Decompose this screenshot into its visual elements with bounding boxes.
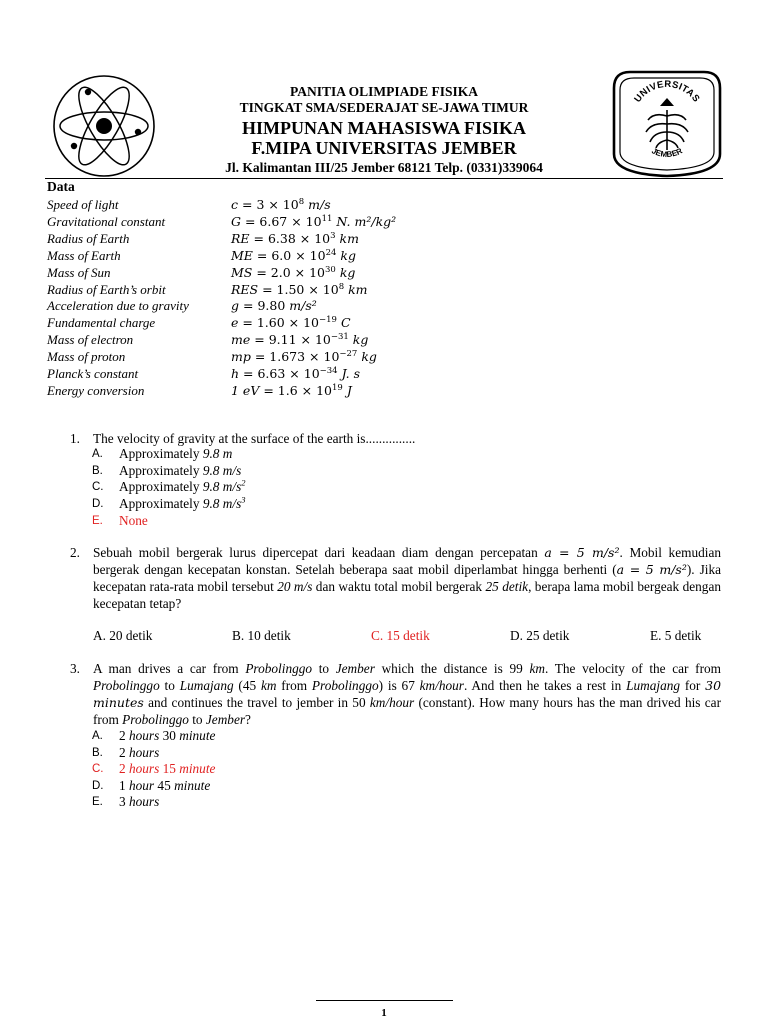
equals-sign: =: [239, 366, 258, 381]
q3-text-part: which the distance is 99: [374, 661, 530, 676]
q2-deceleration: a = 5 m/s²: [616, 562, 687, 577]
q3-place: Probolinggo: [122, 712, 189, 727]
equals-sign: =: [258, 281, 277, 297]
constant-row: [47, 247, 587, 264]
q3-text-part: . The velocity of the car from: [544, 661, 722, 676]
option-unit: hours: [128, 794, 160, 809]
option-text: [119, 761, 215, 778]
constant-row: [47, 230, 587, 247]
constant-row: [47, 314, 587, 331]
header-address: Jl. Kalimantan III/25 Jember 68121 Telp. (0331)339064: [225, 160, 543, 175]
option-number: 2: [119, 744, 129, 760]
q3-unit: km/hour: [419, 678, 464, 693]
option-number: 30: [159, 728, 180, 743]
option-prefix: Approximately: [119, 462, 203, 478]
q2-text-part: , berapa lama mobil bergeak dengan kecepatan tetap?: [93, 579, 721, 611]
constant-symbol: e: [231, 315, 239, 331]
footer-rule: [316, 1000, 453, 1001]
option-text: [119, 496, 246, 513]
q3-unit: km: [529, 661, 545, 676]
page-number: 1: [381, 1007, 387, 1019]
option-text: [119, 479, 246, 496]
option-text: [119, 446, 232, 463]
q3-place: Lumajang: [626, 678, 681, 693]
equals-sign: =: [238, 197, 257, 212]
constant-value: [231, 365, 360, 382]
q3-place: Probolinggo: [311, 678, 379, 693]
q2-text-part: ). Jika kecepatan rata-rata mobil tersebut: [93, 562, 721, 594]
constant-mantissa: 6.63 × 10: [257, 366, 320, 381]
q3-text-part: . And then he takes a rest in: [463, 678, 627, 693]
seal-bottom-text: JEMBER: [650, 146, 684, 160]
constant-name: Gravitational constant: [47, 213, 166, 229]
option-unit: minute: [174, 777, 211, 793]
q3-rest-time: 30 minutes: [93, 678, 722, 710]
constant-value: [231, 314, 351, 331]
q2-option-a[interactable]: A. 20 detik: [93, 628, 153, 643]
constant-name: Fundamental charge: [47, 315, 156, 331]
q2-total-time: 25 detik: [485, 579, 529, 594]
constant-mantissa: 1.50 × 10: [276, 281, 339, 297]
seal-top-text: UNIVERSITAS: [632, 78, 702, 105]
constant-unit: kg: [339, 264, 356, 280]
constant-unit: km: [348, 281, 368, 297]
q3-text-part: (45: [233, 678, 261, 693]
constant-exponent: −27: [339, 348, 358, 359]
question-2-text: [93, 544, 721, 612]
equals-sign: =: [252, 264, 271, 280]
option-number: 3: [119, 794, 129, 809]
option-text: [119, 745, 159, 762]
constant-exponent: −34: [319, 365, 338, 376]
constant-symbol: ME: [231, 247, 253, 263]
equals-sign: =: [259, 382, 278, 398]
equals-sign: =: [250, 349, 270, 365]
option-text: [119, 513, 148, 530]
option-letter: B.: [92, 746, 103, 759]
constant-exponent: 8: [298, 196, 305, 207]
option-number: 15: [159, 761, 180, 776]
constant-mantissa: 3 × 10: [256, 197, 299, 212]
option-number: 45: [154, 777, 175, 793]
question-3-number: 3.: [70, 661, 80, 676]
constant-unit: J: [346, 382, 352, 398]
constant-row: [47, 331, 587, 348]
constant-unit: m/s²: [289, 298, 317, 314]
constant-exponent: 11: [321, 213, 333, 224]
equals-sign: =: [252, 247, 272, 263]
option-unit: hours: [128, 744, 160, 760]
constant-value: [231, 281, 368, 298]
constant-unit: kg: [361, 349, 377, 365]
option-letter: C.: [92, 481, 104, 494]
constant-symbol: me: [231, 332, 251, 348]
option-number: 2: [119, 728, 129, 743]
question-3-text: [93, 660, 721, 728]
header-line-committee: PANITIA OLIMPIADE FISIKA: [289, 84, 479, 99]
option-exponent: 3: [241, 494, 246, 505]
constant-symbol: h: [231, 366, 240, 381]
option-letter: E.: [92, 514, 103, 527]
option-value: 9.8 m/s: [202, 479, 242, 495]
constant-row: [47, 297, 587, 314]
q3-unit: km/hour: [369, 695, 415, 710]
equals-sign: =: [239, 298, 258, 314]
option-letter: A.: [92, 730, 103, 742]
header-line-level: TINGKAT SMA/SEDERAJAT SE-JAWA TIMUR: [239, 100, 529, 115]
constant-exponent: 19: [332, 382, 343, 393]
option-unit: hours: [128, 761, 160, 776]
constant-unit: C: [340, 315, 351, 331]
constant-symbol: RE: [231, 230, 250, 246]
equals-sign: =: [250, 332, 269, 348]
constant-unit: kg: [352, 332, 369, 348]
constant-name: Mass of Earth: [47, 247, 121, 263]
option-value: 9.8 m/s: [202, 462, 242, 478]
constant-exponent: −19: [319, 315, 337, 326]
option-number: 1: [119, 777, 129, 793]
constant-name: Speed of light: [47, 197, 119, 212]
constant-value: [231, 264, 355, 281]
q2-acceleration: a = 5 m/s²: [544, 545, 620, 560]
q2-option-b[interactable]: B. 10 detik: [232, 628, 291, 643]
constant-mantissa: 6.38 × 10: [267, 230, 331, 246]
option-number: 2: [119, 761, 129, 776]
constant-symbol: g: [231, 298, 240, 314]
option-value: 9.8 m: [202, 446, 233, 461]
question-1-text: The velocity of gravity at the surface of the earth is...............: [93, 431, 416, 446]
question-2: [70, 544, 722, 616]
q3-text-part: from: [276, 678, 312, 693]
q3-text-part: (constant). How many hours has the man drived his car from: [93, 695, 721, 727]
constant-mantissa: 6.67 × 10: [259, 213, 322, 229]
q3-text-part: to: [312, 661, 336, 676]
q3-unit: km: [260, 678, 277, 693]
constant-value: [231, 382, 352, 399]
constant-unit: km: [339, 230, 359, 246]
constant-symbol: RES: [231, 281, 259, 297]
constant-symbol: 1 eV: [231, 382, 260, 398]
option-text: [119, 728, 215, 745]
constant-unit: kg: [340, 247, 356, 263]
data-title: Data: [47, 179, 75, 194]
question-1-number: 1.: [70, 431, 80, 446]
option-prefix: Approximately: [119, 479, 203, 495]
constant-symbol: MS: [231, 264, 253, 280]
q3-text-part: and continues the travel to jember in 50: [143, 695, 370, 710]
constant-value: [231, 331, 368, 348]
option-prefix: Approximately: [119, 446, 203, 461]
q3-text-part: ) is 67: [378, 678, 420, 693]
constant-exponent: 8: [338, 281, 345, 292]
constant-value: [231, 247, 356, 264]
constant-value: [231, 196, 331, 213]
option-letter: A.: [92, 448, 103, 460]
constant-name: Radius of Earth: [47, 230, 130, 246]
q2-text-part: . Mobil kemudian bergerak dengan kecepatan konstan. Setelah beberapa saat mobil diperlambat hingga berhenti (: [93, 545, 721, 577]
q2-option-c[interactable]: C. 15 detik: [371, 628, 430, 643]
constant-symbol: mp: [231, 349, 251, 365]
option-letter: D.: [92, 498, 104, 511]
constant-row: [47, 348, 587, 365]
option-unit: hour: [128, 777, 155, 793]
q3-text-part: ?: [245, 712, 251, 727]
q2-text-part: Sebuah mobil bergerak lurus dipercepat dari keadaan diam dengan percepatan: [93, 545, 545, 560]
option-letter: B.: [92, 464, 103, 477]
constant-name: Mass of electron: [47, 332, 134, 348]
constant-value: [231, 230, 359, 247]
constant-name: Radius of Earth’s orbit: [47, 281, 166, 297]
header-line-association: HIMPUNAN MAHASISWA FISIKA: [241, 118, 527, 138]
option-unit: minute: [179, 761, 216, 776]
q3-place: Lumajang: [179, 678, 234, 693]
question-2-number: 2.: [70, 545, 80, 560]
constant-value: [231, 213, 396, 230]
option-text: [119, 778, 210, 795]
q3-text-part: A man drives a car from: [93, 661, 246, 676]
q3-text-part: for: [680, 678, 706, 693]
constant-unit: m/s: [308, 197, 331, 212]
q3-text-part: to: [188, 712, 206, 727]
constant-symbol: G: [231, 213, 241, 229]
equals-sign: =: [249, 230, 268, 246]
constant-row: [47, 196, 587, 213]
header-line-university: F.MIPA UNIVERSITAS JEMBER: [251, 138, 517, 158]
constant-value: [231, 297, 317, 314]
question-3: [70, 660, 722, 730]
constant-unit: N. m²/kg²: [336, 213, 397, 229]
constant-name: Planck’s constant: [47, 366, 139, 381]
equals-sign: =: [241, 213, 260, 229]
q2-text-part: dan waktu total mobil bergerak: [312, 579, 486, 594]
q2-option-d[interactable]: D. 25 detik: [510, 628, 570, 643]
constant-name: Acceleration due to gravity: [47, 298, 189, 314]
constant-value: [231, 348, 377, 365]
q3-place: Jember: [335, 661, 375, 676]
constant-mantissa: 2.0 × 10: [270, 264, 326, 280]
header-rule: [45, 178, 723, 179]
q3-place: Probolinggo: [93, 678, 160, 693]
option-letter: E.: [92, 796, 103, 808]
constant-exponent: 3: [330, 230, 336, 241]
constant-unit: J. s: [341, 366, 360, 381]
option-letter: C.: [92, 763, 104, 775]
constant-exponent: 24: [325, 247, 337, 258]
constant-row: [47, 382, 587, 399]
constant-exponent: 30: [325, 264, 336, 275]
q2-average-speed: 20 m/s: [277, 579, 313, 594]
constant-exponent: −31: [330, 332, 349, 343]
q2-option-e[interactable]: E. 5 detik: [650, 628, 702, 643]
option-letter: D.: [92, 779, 104, 792]
q3-place: Probolinggo: [245, 661, 313, 676]
q3-place: Jember: [205, 712, 246, 727]
option-unit: minute: [179, 728, 216, 743]
option-value: 9.8 m/s: [202, 496, 242, 512]
constant-row: [47, 281, 587, 298]
constant-mantissa: 6.0 × 10: [271, 247, 326, 263]
constant-row: [47, 264, 587, 281]
constant-name: Mass of Sun: [47, 264, 111, 280]
option-text: [119, 794, 159, 811]
constant-mantissa: 1.673 × 10: [269, 349, 340, 365]
constant-mantissa: 1.6 × 10: [277, 382, 332, 398]
option-unit: hours: [128, 728, 160, 743]
option-text: [119, 463, 241, 480]
option-prefix: None: [119, 512, 148, 528]
constant-mantissa: 9.11 × 10: [268, 332, 331, 348]
option-prefix: Approximately: [119, 496, 203, 512]
constant-name: Mass of proton: [47, 349, 126, 365]
option-exponent: 2: [241, 477, 246, 488]
constant-mantissa: 9.80: [257, 298, 290, 314]
constant-symbol: c: [231, 197, 239, 212]
constant-name: Energy conversion: [47, 382, 145, 398]
constant-row: [47, 213, 587, 230]
equals-sign: =: [238, 315, 257, 331]
q3-text-part: to: [159, 678, 180, 693]
constant-mantissa: 1.60 × 10: [256, 315, 319, 331]
constant-row: [47, 365, 587, 382]
